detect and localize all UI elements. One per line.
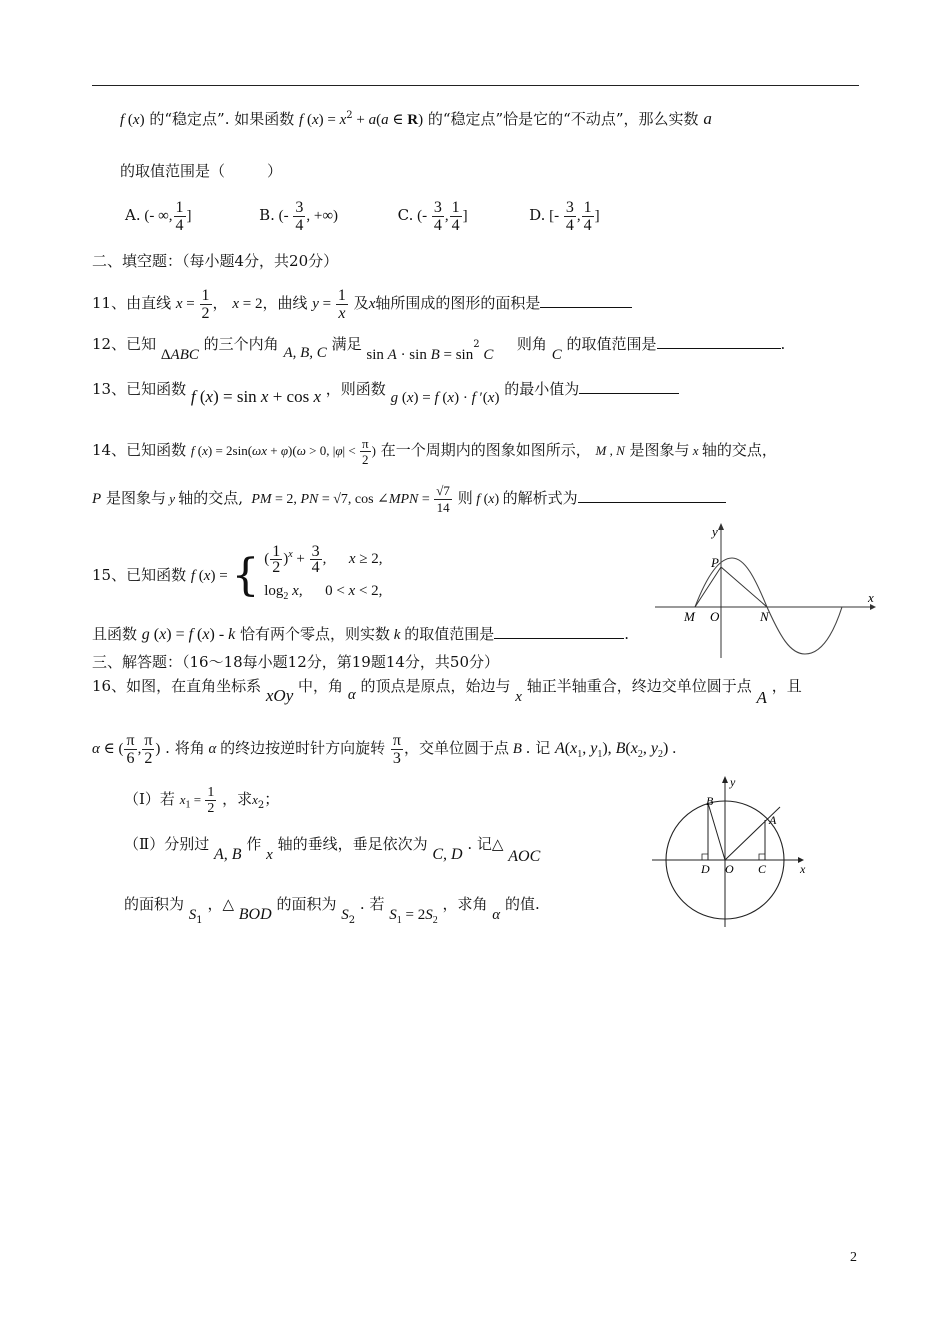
page-number: 2 xyxy=(850,1250,857,1265)
q14-line1: 14、已知函数 f (x) = 2sin(ωx + φ)(ω > 0, |φ| < $\frac{\pi}{2}$ ) 在一个周期内的图象如图所示， M , N 是图象与 x 轴的交点， xyxy=(92,435,777,467)
label-C: C xyxy=(758,862,767,876)
right-angle-D xyxy=(702,854,708,860)
q14-line2: P 是图象与 y 轴的交点, PM = 2, PN = √7, cos ∠MPN = $\frac{√7}{14}$ 则 f (x) 的解析式为 xyxy=(92,478,726,520)
segment-pm xyxy=(695,567,721,607)
header-rule xyxy=(92,85,859,86)
q16-part3: 的面积为 $S_1$ ，△ BOD 的面积为 $S_2$ . 若 $S_1 = 2S_2$ ，求角 α 的值. xyxy=(124,895,540,926)
y-axis-arrow xyxy=(722,776,728,783)
q16-part1: （Ⅰ）若 $x_1$ = $\frac{1}{2}$ ，求$x_2$； xyxy=(124,784,280,816)
q10-line1: f (x) 的“稳定点”. 如果函数 f $(x) = x^2 + a(a$ ∈ R) 的“稳定点”恰是它的“不动点”，那么实数 a xyxy=(120,109,712,128)
q16-line1: 16、如图，在直角坐标系 xOy 中，角 α 的顶点是原点，始边与 x 轴正半轴重合，终边交单位圆于点 A ，且 xyxy=(92,677,802,707)
q16-unit-circle-figure xyxy=(648,772,818,932)
label-P: P xyxy=(711,555,719,570)
label-O: O xyxy=(725,862,734,876)
label-M: M xyxy=(684,609,695,624)
segment-pn xyxy=(721,567,767,607)
fig16-y-label: y xyxy=(730,775,736,789)
fig16-x-label: x xyxy=(800,862,806,876)
fig14-y-label: y xyxy=(712,524,718,539)
q11: 11、由直线 x = $\frac{1}{2}$ ， x = 2，曲线 y = $\frac{1}{x}$ 及x轴所围成的图形的面积是 xyxy=(92,285,632,322)
q15-line2: 且函数 g (x) = f (x) - k 恰有两个零点，则实数 k 的取值范围是 . xyxy=(92,625,630,643)
section-3-heading: 三、解答题：（16～18每小题12分，第19题14分，共50分） xyxy=(92,653,500,671)
label-D: D xyxy=(701,862,710,876)
q16-line2: α ∈ ( $\frac{\pi}{6}$ , $\frac{\pi}{2}$ ) . 将角 α 的终边按逆时针方向旋转 $\frac{\pi}{3}$ ，交单位圆于点 B . 记 $A(x_1$, $y_1$), $B(x_2$, $y_2$) . xyxy=(92,731,677,767)
q10-line2: 的取值范围是（ ） xyxy=(120,162,283,180)
label-N: N xyxy=(760,609,769,624)
y-axis-arrow xyxy=(718,523,724,530)
q12: 12、已知 ΔABC 的三个内角 A, B, C 满足 $\sin A \cdot \sin B = \sin^2 C$ 则角 C 的取值范围是 . xyxy=(92,335,786,363)
q10-options: A. (- ∞, $\frac{1}{4}$ ] B. (- $\frac{3}{4}$ , +∞) C. (- $\frac{3}{4}$ , $\frac{1}{4}$ ] D. [- $\frac{3}{4}$ , $\frac{1}{4}$ ] xyxy=(125,198,600,234)
label-A: A xyxy=(769,813,777,827)
right-angle-C xyxy=(759,854,765,860)
q15-line1: 15、已知函数 f (x) = { ( $\frac{1}{2}$ )$^x$ + $\frac{3}{4}$ , x ≥ 2, $\log_2 x$, 0 < x < 2, xyxy=(92,543,383,603)
label-B: B xyxy=(706,794,714,808)
label-O: O xyxy=(710,609,720,624)
fig14-x-label: x xyxy=(868,590,874,605)
section-2-heading: 二、填空题：（每小题4分，共20分） xyxy=(92,252,339,270)
q14-sine-figure xyxy=(650,518,880,663)
q16-part2: （Ⅱ）分别过 A, B 作 x 轴的垂线，垂足依次为 C, D . 记△ AOC xyxy=(124,835,541,865)
ray-OB xyxy=(708,803,725,860)
q13: 13、已知函数 f (x) = sin x + cos x ，则函数 g (x) = f (x) · f ′(x) 的最小值为 xyxy=(92,378,679,401)
